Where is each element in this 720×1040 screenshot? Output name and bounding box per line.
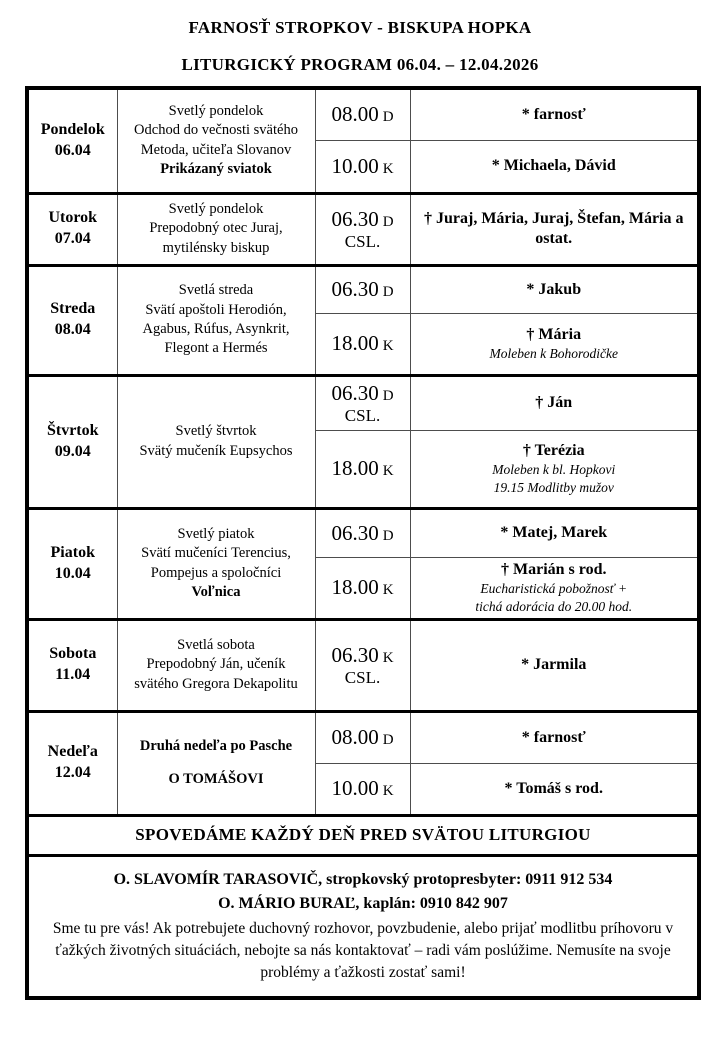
intention-text: † Juraj, Mária, Juraj, Štefan, Mária a ostat. — [423, 210, 684, 247]
feast-line: Svätý mučeník Eupsychos — [139, 442, 293, 459]
day-name: Utorok — [48, 209, 98, 227]
intention-cell — [410, 313, 699, 375]
time-cell — [315, 265, 410, 313]
description-cell — [117, 375, 315, 508]
service-time: 06.30 — [331, 206, 379, 231]
day-cell — [27, 375, 117, 508]
confession-notice: SPOVEDÁME KAŽDÝ DEŇ PRED SVÄTOU LITURGIOU — [27, 815, 699, 855]
intention-cell — [410, 140, 699, 193]
time-cell — [315, 193, 410, 265]
intention-cell — [410, 375, 699, 430]
day-name: Piatok — [50, 543, 95, 561]
devotion-note: Moleben k Bohorodičke — [489, 345, 618, 361]
feast-line: Svetlá sobota — [177, 636, 255, 653]
day-cell — [27, 711, 117, 815]
description-cell — [117, 88, 315, 193]
devotion-note: 19.15 Modlitby mužov — [493, 479, 614, 495]
rite-letter: K — [382, 463, 394, 479]
intention-text: † Ján — [535, 394, 573, 411]
rite-letter: K — [382, 649, 394, 666]
day-name: Pondelok — [40, 120, 105, 138]
liturgy-schedule-table — [25, 86, 701, 1000]
time-cell — [315, 557, 410, 619]
intention-text: * Jarmila — [521, 656, 587, 673]
pastoral-message: Sme tu pre vás! Ak potrebujete duchovný rozhovor, povzbudenie, alebo prijať modlitbu príhovoru v ťažkých životných situáciách, nebojte sa nás kontaktovať – radi vám poslúžime. Nemusíte na svoje problémy a ťažkosti zostať sami! — [52, 919, 674, 982]
service-time: 06.30 — [331, 642, 379, 667]
intention-text: * farnosť — [521, 728, 586, 746]
description-cell — [117, 193, 315, 265]
description-cell — [117, 711, 315, 815]
intention-text: † Terézia — [522, 442, 585, 460]
service-time: 06.30 — [331, 277, 379, 301]
rite-letter: D — [382, 213, 394, 230]
day-row-nedela — [27, 711, 699, 763]
time-cell — [315, 375, 410, 430]
day-date: 06.04 — [54, 141, 91, 159]
day-cell — [27, 508, 117, 619]
intention-cell — [410, 508, 699, 557]
intention-text: † Marián s rod. — [501, 561, 607, 579]
day-name: Sobota — [49, 645, 97, 663]
service-time: 18.00 — [331, 575, 379, 599]
confession-row — [27, 815, 699, 855]
day-cell — [27, 619, 117, 711]
time-cell — [315, 711, 410, 763]
day-date: 08.04 — [54, 321, 91, 338]
rite-letter: K — [382, 582, 394, 598]
intention-cell — [410, 763, 699, 815]
time-cell — [315, 140, 410, 193]
intention-text: * Michaela, Dávid — [491, 157, 616, 174]
day-cell — [27, 193, 117, 265]
feast-line: Svetlý štvrtok — [175, 423, 257, 440]
contact-kaplan: O. MÁRIO BURAĽ, kaplán: 0910 842 907 — [218, 894, 508, 912]
contact-row — [27, 855, 699, 998]
csl-label: CSL. — [344, 405, 381, 425]
rite-letter: D — [382, 387, 394, 404]
day-date: 10.04 — [54, 564, 91, 582]
devotion-note: Eucharistická pobožnosť + — [480, 581, 628, 597]
intention-text: * farnosť — [521, 105, 586, 123]
service-time: 10.00 — [331, 153, 379, 178]
day-row-streda — [27, 265, 699, 313]
rite-letter: K — [382, 783, 394, 799]
day-row-piatok — [27, 508, 699, 557]
day-name: Nedeľa — [47, 743, 98, 761]
time-cell — [315, 430, 410, 508]
program-title: LITURGICKÝ PROGRAM 06.04. – 12.04.2026 — [181, 55, 539, 74]
description-cell — [117, 265, 315, 375]
intention-cell — [410, 430, 699, 508]
rite-letter: D — [382, 527, 394, 544]
intention-text: * Matej, Marek — [500, 524, 608, 541]
time-cell — [315, 619, 410, 711]
time-cell — [315, 88, 410, 140]
intention-cell — [410, 619, 699, 711]
intention-cell — [410, 88, 699, 140]
day-date: 12.04 — [54, 764, 91, 781]
day-cell — [27, 88, 117, 193]
service-time: 08.00 — [331, 725, 379, 749]
description-cell — [117, 619, 315, 711]
intention-text: * Jakub — [526, 280, 582, 298]
intention-text: * Tomáš s rod. — [504, 779, 603, 797]
service-time: 06.30 — [331, 520, 379, 545]
rite-letter: K — [382, 338, 394, 354]
feast-line: Svetlá streda — [178, 282, 254, 299]
feast-line: Prepodobný otec Juraj, mytilénsky biskup — [149, 220, 283, 256]
feast-line: Svätí mučeníci Terencius, Pompejus a spoločníci — [141, 545, 291, 581]
rite-letter: D — [382, 284, 394, 300]
feast-line-bold: O TOMÁŠOVI — [168, 771, 264, 787]
day-date: 11.04 — [55, 666, 91, 683]
day-row-pondelok — [27, 88, 699, 140]
feast-line: Svetlý pondelok — [168, 200, 264, 217]
time-cell — [315, 763, 410, 815]
service-time: 10.00 — [331, 776, 379, 800]
service-time: 08.00 — [331, 102, 379, 127]
feast-line: Svetlý pondelok — [168, 102, 264, 119]
intention-cell — [410, 265, 699, 313]
rite-letter: D — [382, 109, 394, 126]
day-row-stvrtok — [27, 375, 699, 430]
day-row-utorok — [27, 193, 699, 265]
feast-line-bold: Voľnica — [191, 583, 241, 600]
csl-label: CSL. — [344, 231, 381, 251]
rite-letter: D — [382, 732, 394, 748]
intention-cell — [410, 557, 699, 619]
devotion-note: tichá adorácia do 20.00 hod. — [475, 598, 633, 614]
day-date: 09.04 — [54, 442, 91, 460]
intention-text: † Mária — [526, 325, 582, 343]
feast-line: Odchod do večnosti svätého Metoda, učiteľa Slovanov — [134, 122, 298, 158]
time-cell — [315, 508, 410, 557]
feast-line: Svetlý piatok — [177, 525, 255, 542]
day-name: Štvrtok — [46, 421, 99, 439]
csl-label: CSL. — [344, 667, 381, 687]
contact-block — [27, 855, 699, 998]
time-cell — [315, 313, 410, 375]
feast-line: Svätí apoštoli Herodión, Agabus, Rúfus, Asynkrit, Flegont a Hermés — [142, 301, 290, 357]
devotion-note: Moleben k bl. Hopkovi — [492, 462, 616, 478]
feast-line-bold: Druhá nedeľa po Pasche — [139, 737, 293, 754]
day-row-sobota — [27, 619, 699, 711]
parish-title: FARNOSŤ STROPKOV - BISKUPA HOPKA — [188, 18, 532, 37]
service-time: 18.00 — [331, 456, 379, 480]
description-cell — [117, 508, 315, 619]
day-name: Streda — [50, 300, 96, 318]
service-time: 18.00 — [331, 331, 379, 355]
intention-cell — [410, 193, 699, 265]
intention-cell — [410, 711, 699, 763]
day-cell — [27, 265, 117, 375]
service-time: 06.30 — [331, 380, 379, 405]
rite-letter: K — [382, 160, 394, 177]
day-date: 07.04 — [54, 230, 91, 247]
feast-line-bold: Prikázaný sviatok — [160, 161, 272, 178]
contact-protopresbyter: O. SLAVOMÍR TARASOVIČ, stropkovský protopresbyter: 0911 912 534 — [113, 870, 613, 888]
feast-line: Prepodobný Ján, učeník svätého Gregora Dekapolitu — [134, 656, 298, 692]
